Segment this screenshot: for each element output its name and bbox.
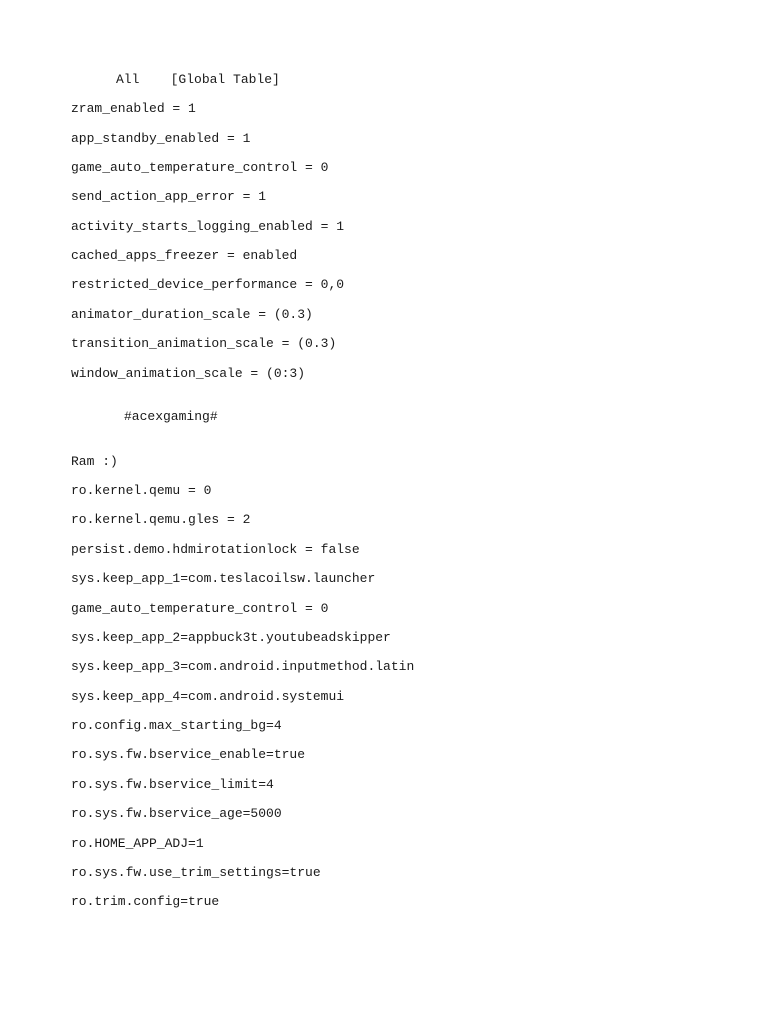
setting-line: window_animation_scale = (0:3) xyxy=(71,366,306,381)
header-line xyxy=(116,72,280,88)
ram-setting-line: sys.keep_app_3=com.android.inputmethod.latin xyxy=(71,659,415,674)
setting-line: animator_duration_scale = (0.3) xyxy=(71,307,313,322)
ram-setting-line: ro.HOME_APP_ADJ=1 xyxy=(71,836,204,851)
ram-setting-line: game_auto_temperature_control = 0 xyxy=(71,601,329,616)
ram-setting-line: ro.trim.config=true xyxy=(71,894,220,909)
header-all: All xyxy=(116,72,140,87)
setting-line: send_action_app_error = 1 xyxy=(71,189,267,204)
setting-line: activity_starts_logging_enabled = 1 xyxy=(71,219,345,234)
ram-setting-line: sys.keep_app_1=com.teslacoilsw.launcher xyxy=(71,571,376,586)
ram-setting-line: ro.config.max_starting_bg=4 xyxy=(71,718,282,733)
ram-setting-line: ro.kernel.qemu.gles = 2 xyxy=(71,512,251,527)
setting-line: app_standby_enabled = 1 xyxy=(71,131,251,146)
ram-setting-line: sys.keep_app_4=com.android.systemui xyxy=(71,689,345,704)
ram-heading: Ram :) xyxy=(71,454,118,469)
setting-line: zram_enabled = 1 xyxy=(71,101,196,116)
ram-setting-line: ro.sys.fw.bservice_age=5000 xyxy=(71,806,282,821)
setting-line: restricted_device_performance = 0,0 xyxy=(71,277,345,292)
setting-line: game_auto_temperature_control = 0 xyxy=(71,160,329,175)
ram-setting-line: sys.keep_app_2=appbuck3t.youtubeadskipper xyxy=(71,630,391,645)
ram-setting-line: ro.sys.fw.bservice_enable=true xyxy=(71,747,306,762)
hashtag-line: #acexgaming# xyxy=(124,409,218,424)
ram-setting-line: ro.kernel.qemu = 0 xyxy=(71,483,212,498)
ram-setting-line: persist.demo.hdmirotationlock = false xyxy=(71,542,360,557)
ram-setting-line: ro.sys.fw.use_trim_settings=true xyxy=(71,865,321,880)
setting-line: cached_apps_freezer = enabled xyxy=(71,248,298,263)
header-table-label: [Global Table] xyxy=(170,72,280,87)
ram-setting-line: ro.sys.fw.bservice_limit=4 xyxy=(71,777,274,792)
setting-line: transition_animation_scale = (0.3) xyxy=(71,336,337,351)
